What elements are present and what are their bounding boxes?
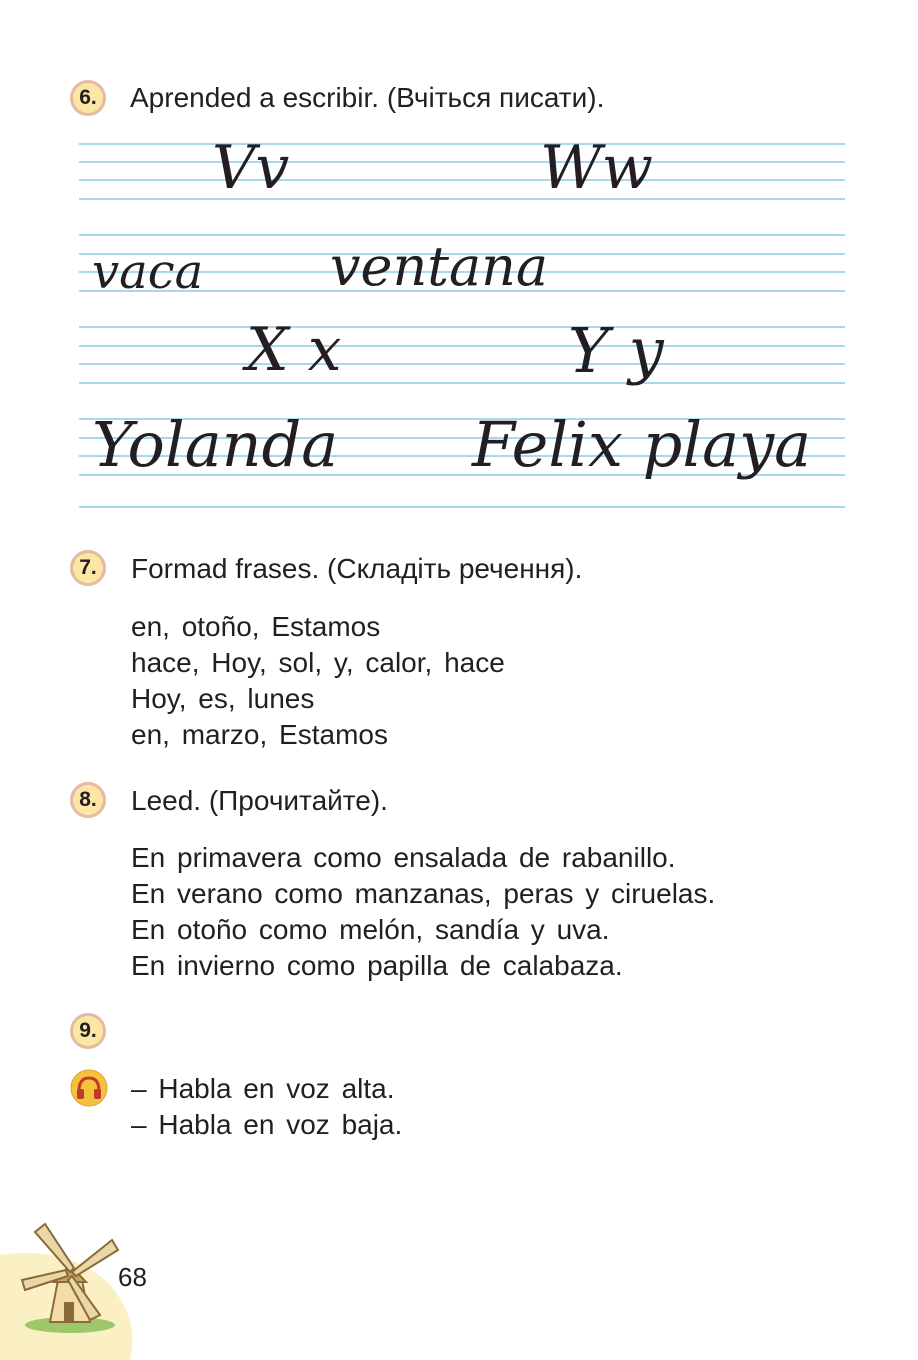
exercise-8-reading-text (131, 840, 715, 984)
exercise-9-badge (70, 1013, 106, 1049)
list-item: – Habla en voz baja. (131, 1109, 403, 1140)
cursive-ventana: ventana (330, 235, 549, 298)
list-item: En verano como manzanas, peras y ciruelas. (131, 878, 716, 909)
list-item: Hoy, es, lunes (131, 683, 315, 714)
list-item: En invierno como papilla de calabaza. (131, 950, 623, 981)
cursive-vaca: vaca (92, 244, 204, 300)
list-item: hace, Hoy, sol, y, calor, hace (131, 647, 505, 678)
cursive-felix-playa: Felix playa (472, 408, 812, 481)
list-item: En primavera como ensalada de rabanillo. (131, 842, 676, 873)
exercise-6-number: 6. (79, 86, 97, 109)
list-item: En otoño como melón, sandía y uva. (131, 914, 610, 945)
exercise-7-word-list (131, 609, 505, 753)
exercise-7-instruction: Formad frases. (Складіть речення). (131, 553, 583, 584)
list-item: – Habla en voz alta. (131, 1073, 395, 1104)
exercise-8-number: 8. (79, 788, 97, 811)
exercise-8-badge (70, 782, 106, 818)
list-item: en, otoño, Estamos (131, 611, 381, 642)
headphones-icon[interactable] (70, 1069, 108, 1107)
exercise-7-badge (70, 550, 106, 586)
cursive-xx: X x (246, 315, 342, 385)
exercise-9-number: 9. (79, 1019, 97, 1042)
cursive-yy: Y y (568, 314, 664, 387)
cursive-vv: Vv (212, 133, 290, 203)
cursive-ww: Ww (540, 133, 654, 203)
page-number: 68 (118, 1262, 147, 1292)
list-item: en, marzo, Estamos (131, 719, 388, 750)
exercise-7-number: 7. (79, 556, 97, 579)
exercise-8-instruction: Leed. (Прочитайте). (131, 785, 388, 816)
exercise-6-instruction: Aprended a escribir. (Вчіться писати). (130, 82, 605, 113)
cursive-yolanda: Yolanda (92, 408, 339, 481)
exercise-9-dialogue (131, 1071, 402, 1143)
exercise-6-badge (70, 80, 106, 116)
